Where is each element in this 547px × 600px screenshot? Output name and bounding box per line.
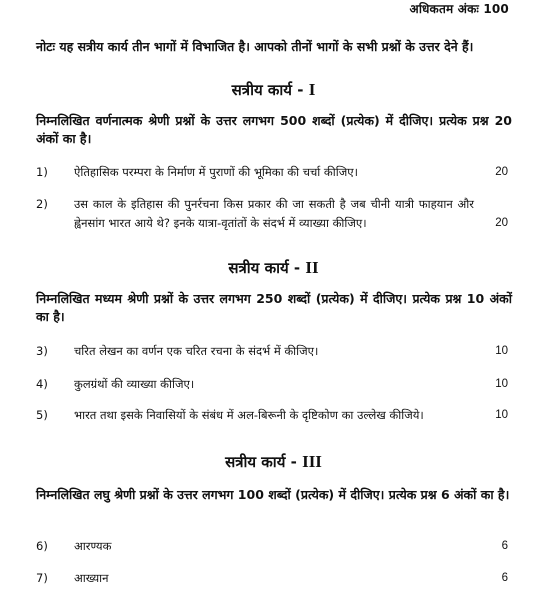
- section-instruction-2: निम्नलिखित मध्यम श्रेणी प्रश्नों के उत्तर लगभग 250 शब्दों (प्रत्येक) में दीजिए। प्रत्येक प्रश्न 10 अंकों का है।: [36, 291, 512, 324]
- section-title: सत्रीय कार्य -: [225, 453, 303, 471]
- question-text: आरण्यक: [74, 539, 112, 553]
- question-marks: 20: [495, 166, 508, 178]
- max-marks: अधिकतम अंकः 100: [409, 2, 509, 16]
- section-title: सत्रीय कार्य -: [228, 259, 306, 277]
- question-item: [36, 537, 512, 556]
- section-roman: I: [308, 80, 316, 99]
- question-number: 2): [36, 197, 48, 211]
- section-title: सत्रीय कार्य -: [231, 81, 309, 99]
- question-text: कुलग्रंथों की व्याख्या कीजिए।: [74, 377, 195, 391]
- question-item: [36, 195, 512, 233]
- question-marks: 20: [495, 217, 508, 229]
- section-roman: II: [305, 258, 319, 277]
- question-text: ऐतिहासिक परम्परा के निर्माण में पुराणों की भूमिका की चर्चा कीजिए।: [74, 165, 358, 179]
- section-instruction-3: निम्नलिखित लघु श्रेणी प्रश्नों के उत्तर लगभग 100 शब्दों (प्रत्येक) में दीजिए। प्रत्येक प्रश्न 6 अंकों का है।: [36, 487, 510, 502]
- question-marks: 6: [501, 540, 508, 552]
- question-number: 4): [36, 377, 48, 391]
- question-marks: 6: [501, 572, 508, 584]
- question-item: [36, 163, 512, 182]
- question-item: [36, 406, 512, 425]
- note-paragraph: नोटः यह सत्रीय कार्य तीन भागों में विभाजित है। आपको तीनों भागों के सभी प्रश्नों के उत्तर देने हैं।: [36, 39, 474, 54]
- section-heading-1: [0, 80, 547, 100]
- question-number: 1): [36, 165, 48, 179]
- question-item: [36, 375, 512, 394]
- question-marks: 10: [495, 378, 508, 390]
- question-item: [36, 569, 512, 588]
- question-number: 3): [36, 344, 48, 358]
- section-heading-2: [0, 258, 547, 278]
- question-text: चरित लेखन का वर्णन एक चरित रचना के संदर्भ में कीजिए।: [74, 344, 319, 358]
- question-text: आख्यान: [74, 571, 109, 585]
- question-number: 6): [36, 539, 48, 553]
- section-heading-3: [0, 452, 547, 472]
- question-number: 5): [36, 408, 48, 422]
- question-number: 7): [36, 571, 48, 585]
- question-marks: 10: [495, 345, 508, 357]
- question-text: उस काल के इतिहास की पुनर्रचना किस प्रकार की जा सकती है जब चीनी यात्री फाहयान और ह्वेनसांग भारत आये थे? इनके यात्रा-वृतांतों के संदर्भ में व्याख्या कीजिए।: [74, 197, 474, 230]
- question-item: [36, 342, 512, 361]
- question-marks: 10: [495, 409, 508, 421]
- section-roman: III: [302, 452, 322, 471]
- question-text: भारत तथा इसके निवासियों के संबंध में अल-बिरूनी के दृष्टिकोण का उल्लेख कीजिये।: [74, 408, 424, 422]
- section-instruction-1: निम्नलिखित वर्णनात्मक श्रेणी प्रश्नों के उत्तर लगभग 500 शब्दों (प्रत्येक) में दीजिए। प्रत्येक प्रश्न 20 अंकों का है।: [36, 113, 512, 146]
